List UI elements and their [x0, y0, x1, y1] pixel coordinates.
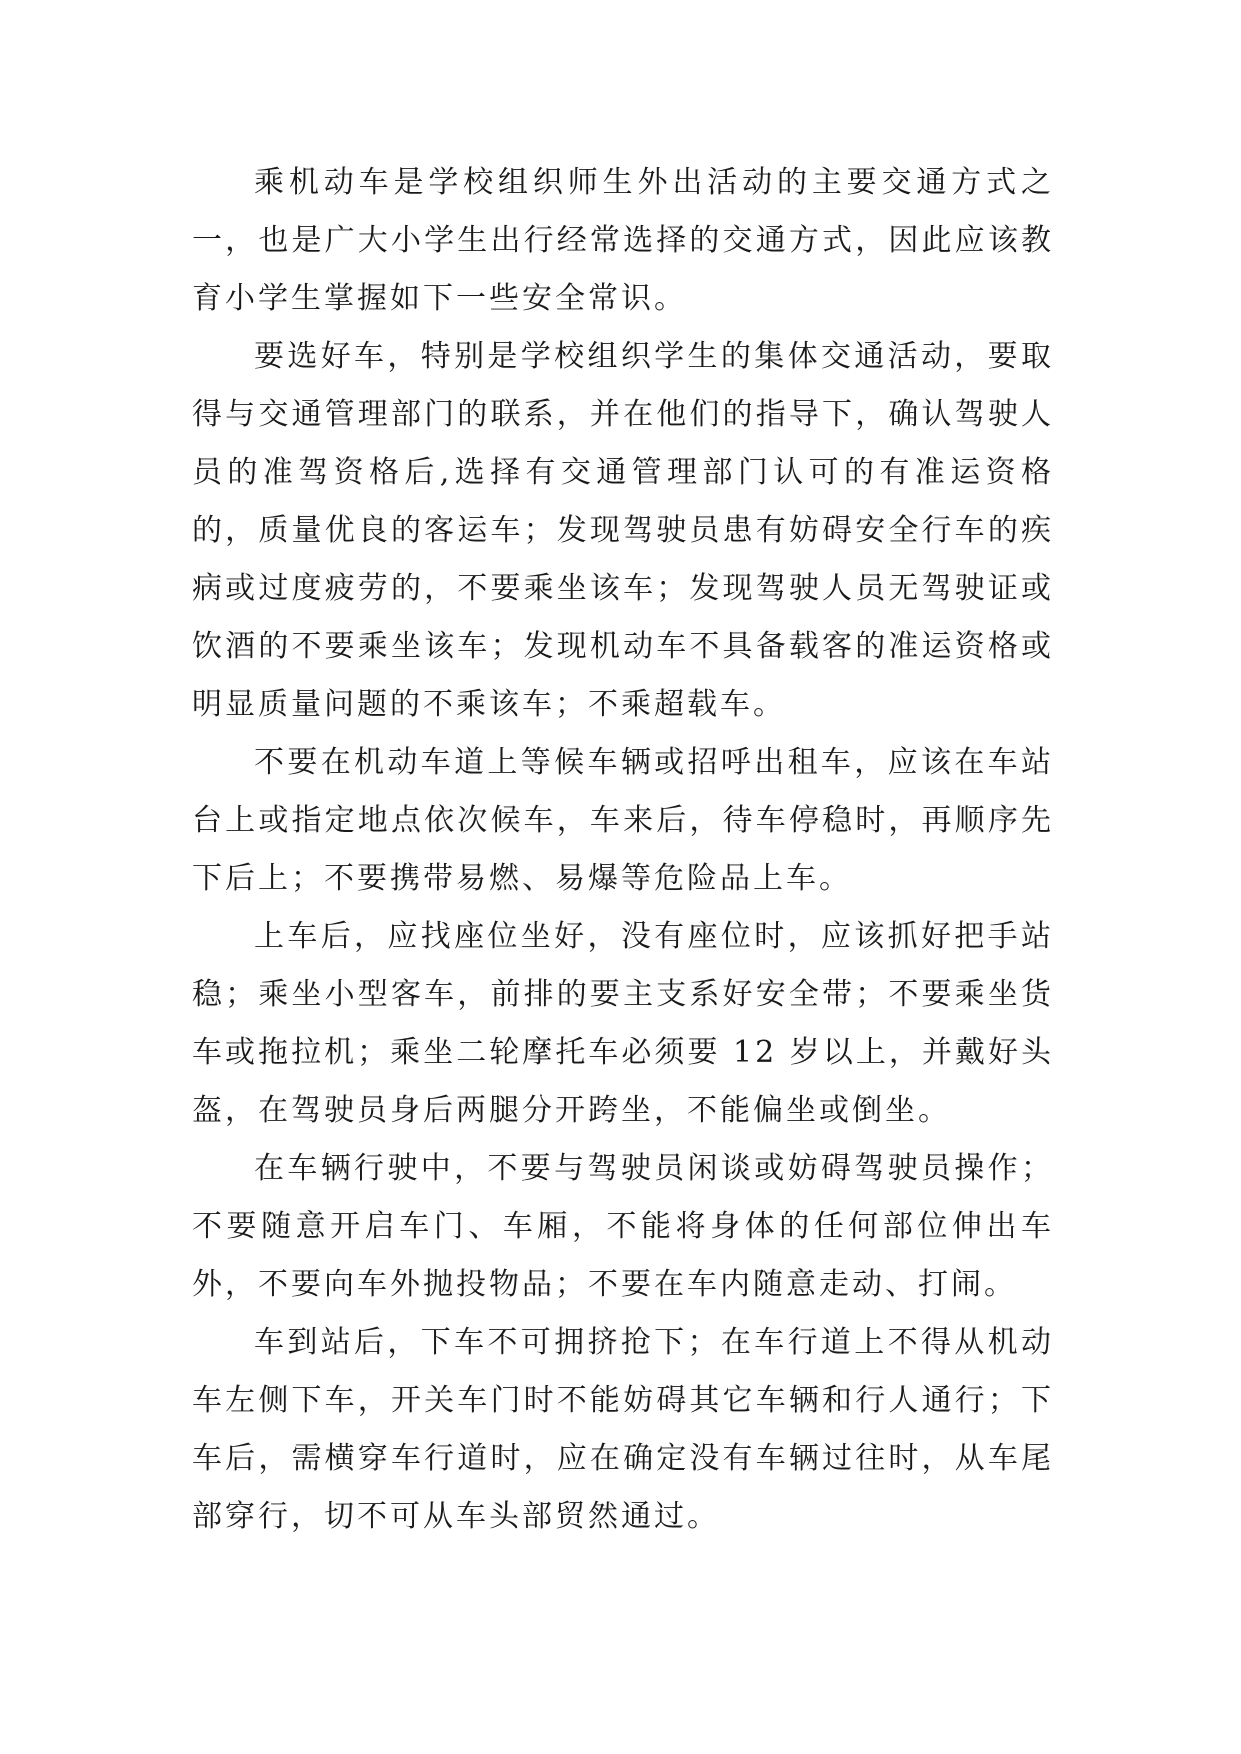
- paragraph-waiting: 不要在机动车道上等候车辆或招呼出租车，应该在车站台上或指定地点依次候车，车来后，待车停稳时，再顺序先下后上；不要携带易燃、易爆等危险品上车。: [192, 745, 1054, 896]
- paragraph-choose-vehicle: 要选好车，特别是学校组织学生的集体交通活动，要取得与交通管理部门的联系，并在他们的指导下，确认驾驶人员的准驾资格后,选择有交通管理部门认可的有准运资格的，质量优良的客运车；发现驾驶员患有妨碍安全行车的疾病或过度疲劳的，不要乘坐该车；发现驾驶人员无驾驶证或饮酒的不要乘坐该车；发现机动车不具备载客的准运资格或明显质量问题的不乘该车；不乘超载车。: [192, 339, 1054, 722]
- paragraph-in-transit: 在车辆行驶中，不要与驾驶员闲谈或妨碍驾驶员操作；不要随意开启车门、车厢，不能将身体的任何部位伸出车外，不要向车外抛投物品；不要在车内随意走动、打闹。: [192, 1151, 1054, 1302]
- paragraph-intro: 乘机动车是学校组织师生外出活动的主要交通方式之一，也是广大小学生出行经常选择的交通方式，因此应该教育小学生掌握如下一些安全常识。: [192, 165, 1054, 316]
- document-body: [192, 154, 1054, 1546]
- paragraph-boarding: 上车后，应找座位坐好，没有座位时，应该抓好把手站稳；乘坐小型客车，前排的要主支系好安全带；不要乘坐货车或拖拉机；乘坐二轮摩托车必须要 12 岁以上，并戴好头盔，在驾驶员身后两腿分开跨坐，不能偏坐或倒坐。: [192, 919, 1054, 1128]
- paragraph-alighting: 车到站后，下车不可拥挤抢下；在车行道上不得从机动车左侧下车，开关车门时不能妨碍其它车辆和行人通行；下车后，需横穿车行道时，应在确定没有车辆过往时，从车尾部穿行，切不可从车头部贸然通过。: [192, 1325, 1054, 1534]
